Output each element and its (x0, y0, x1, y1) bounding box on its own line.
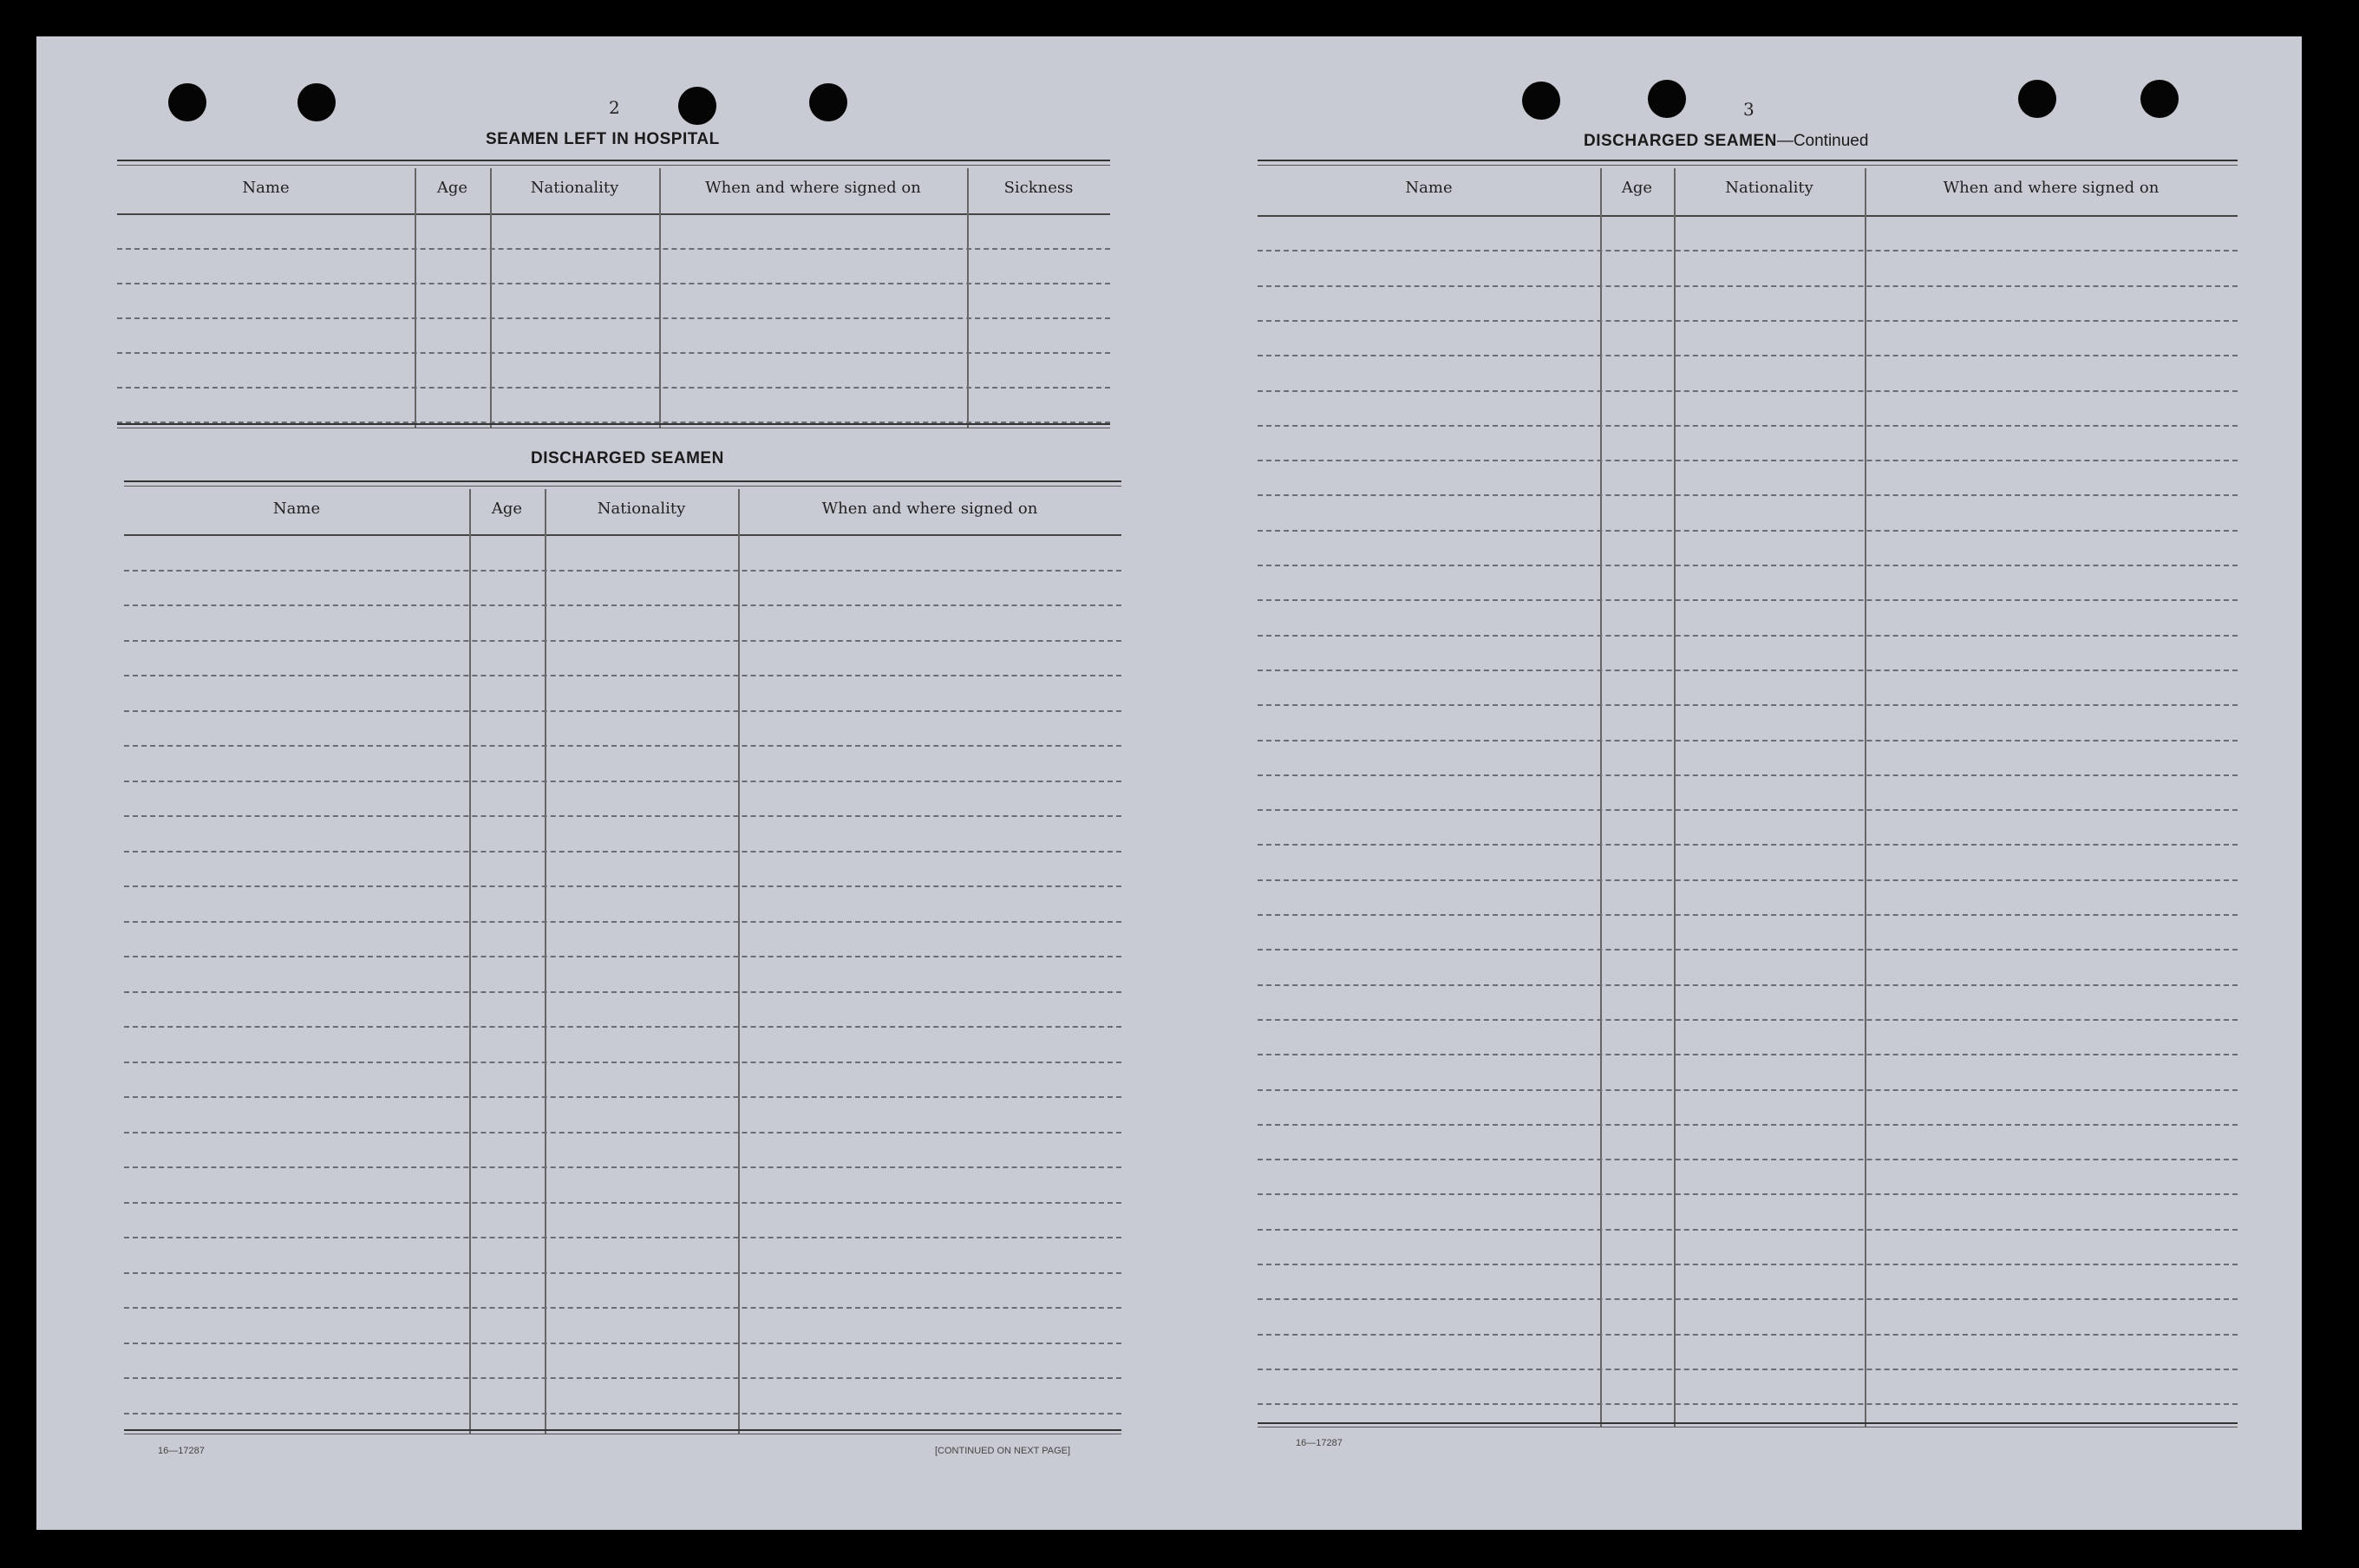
table-row (1258, 565, 2238, 566)
table-row (124, 1202, 1121, 1204)
top-rule-inner (1258, 165, 2238, 166)
table-row (124, 604, 1121, 606)
table-row (117, 248, 1110, 250)
punch-hole-icon (168, 83, 206, 121)
table-row (124, 1062, 1121, 1063)
table-row (124, 1237, 1121, 1238)
table-row (1258, 949, 2238, 951)
bottom-rule (117, 423, 1110, 425)
table-row (1258, 460, 2238, 461)
table-row (1258, 285, 2238, 287)
bottom-rule-inner (1258, 1427, 2238, 1428)
table-row (124, 1307, 1121, 1309)
title-main: DISCHARGED SEAMEN (1584, 132, 1777, 150)
column-header: Name (272, 500, 321, 518)
table-row (124, 675, 1121, 676)
table-row (1258, 809, 2238, 811)
table-row (1258, 1369, 2238, 1370)
continued-note: [CONTINUED ON NEXT PAGE] (935, 1446, 1071, 1456)
bottom-rule (124, 1429, 1121, 1431)
table-row (117, 283, 1110, 284)
column-header: Age (1621, 179, 1653, 197)
hospital-table-title: SEAMEN LEFT IN HOSPITAL (486, 130, 720, 148)
table-row (124, 1166, 1121, 1168)
table-row (1258, 914, 2238, 916)
table-row (1258, 1264, 2238, 1265)
column-header: When and where signed on (705, 179, 921, 197)
column-header: Name (242, 179, 290, 197)
punch-hole-icon (2140, 80, 2179, 118)
punch-hole-icon (809, 83, 847, 121)
column-header: Nationality (597, 500, 686, 518)
column-divider (659, 168, 661, 428)
table-row (1258, 984, 2238, 986)
table-row (124, 1096, 1121, 1098)
punch-hole-icon (1648, 80, 1686, 118)
table-row (1258, 1403, 2238, 1405)
table-row (124, 1132, 1121, 1134)
table-row (1258, 1019, 2238, 1021)
table-row (124, 1377, 1121, 1379)
top-rule-inner (117, 165, 1110, 166)
table-row (124, 640, 1121, 642)
table-row (124, 1413, 1121, 1414)
hospital-table (117, 160, 1110, 428)
table-row (124, 885, 1121, 887)
table-row (124, 1343, 1121, 1344)
table-row (1258, 1298, 2238, 1300)
column-header: Age (436, 179, 468, 197)
table-row (1258, 1193, 2238, 1195)
column-divider (967, 168, 969, 428)
column-header: Age (491, 500, 523, 518)
column-divider (490, 168, 492, 428)
header-rule (117, 213, 1110, 215)
table-row (1258, 530, 2238, 532)
table-row (1258, 1334, 2238, 1336)
table-row (124, 991, 1121, 993)
table-row (124, 1272, 1121, 1274)
page-number-left: 2 (609, 97, 620, 118)
form-number-left: 16—17287 (158, 1446, 205, 1456)
table-row (124, 815, 1121, 817)
table-row (124, 745, 1121, 747)
table-row (1258, 599, 2238, 601)
column-divider (545, 489, 546, 1434)
table-row (1258, 250, 2238, 252)
table-row (1258, 879, 2238, 881)
top-rule-inner (124, 486, 1121, 487)
column-divider (738, 489, 740, 1434)
table-row (1258, 390, 2238, 392)
column-header: When and where signed on (1943, 179, 2160, 197)
column-header: Nationality (530, 179, 619, 197)
table-row (117, 352, 1110, 354)
column-divider (469, 489, 471, 1434)
column-header: Nationality (1725, 179, 1813, 197)
column-header: When and where signed on (821, 500, 1038, 518)
table-row (1258, 1089, 2238, 1091)
header-rule (1258, 215, 2238, 217)
discharged-table-left (124, 480, 1121, 1434)
punch-hole-icon (2018, 80, 2056, 118)
table-row (1258, 1229, 2238, 1231)
table-row (1258, 355, 2238, 356)
table-row (1258, 494, 2238, 496)
punch-hole-icon (1522, 82, 1560, 120)
page-number-right: 3 (1743, 99, 1755, 120)
table-row (1258, 1054, 2238, 1055)
table-row (124, 710, 1121, 712)
punch-hole-icon (678, 87, 716, 125)
top-rule (117, 160, 1110, 161)
table-row (1258, 1159, 2238, 1160)
table-row (124, 781, 1121, 782)
punch-hole-icon (297, 83, 336, 121)
table-row (1258, 774, 2238, 776)
table-row (1258, 704, 2238, 706)
table-row (117, 387, 1110, 389)
table-row (1258, 670, 2238, 671)
form-number-right: 16—17287 (1296, 1438, 1343, 1448)
column-divider (1674, 168, 1676, 1428)
top-rule (1258, 160, 2238, 161)
table-row (124, 956, 1121, 957)
table-row (124, 921, 1121, 923)
bottom-rule (1258, 1422, 2238, 1424)
column-header: Sickness (1003, 179, 1074, 197)
column-divider (1865, 168, 1866, 1428)
table-row (124, 851, 1121, 853)
header-rule (124, 534, 1121, 536)
table-row (1258, 425, 2238, 427)
table-row (1258, 635, 2238, 637)
table-row (1258, 1124, 2238, 1126)
column-divider (1600, 168, 1602, 1428)
table-row (1258, 320, 2238, 322)
column-divider (415, 168, 416, 428)
top-rule (124, 480, 1121, 482)
title-continued: —Continued (1776, 132, 1869, 150)
discharged-table-title-right (1584, 132, 1868, 151)
discharged-table-right (1258, 160, 2238, 1428)
discharged-table-title-left: DISCHARGED SEAMEN (531, 449, 724, 467)
table-row (1258, 740, 2238, 742)
table-row (117, 317, 1110, 319)
table-row (124, 570, 1121, 572)
table-row (124, 1026, 1121, 1028)
column-header: Name (1405, 179, 1453, 197)
table-row (1258, 844, 2238, 846)
